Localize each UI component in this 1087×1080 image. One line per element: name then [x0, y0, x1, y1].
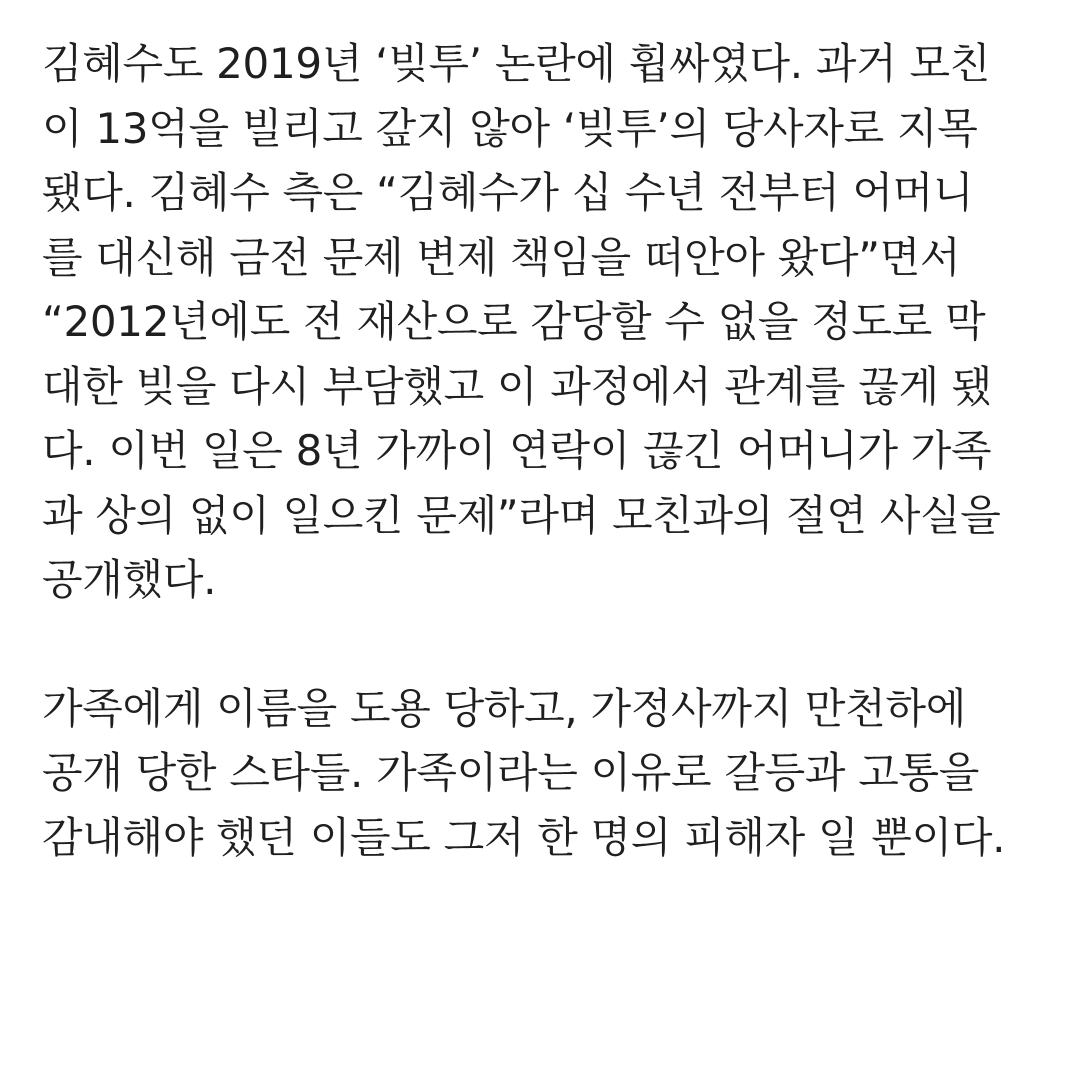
text-line: 공개했다.	[42, 555, 217, 604]
text-line: 가족에게 이름을 도용 당하고, 가정사까지 만천하에	[42, 683, 967, 733]
text-line: 됐다. 김혜수 측은 “김혜수가 십 수년 전부터 어머니	[42, 168, 974, 217]
text-line: 과 상의 없이 일으킨 문제”라며 모친과의 절연 사실을	[42, 490, 1001, 540]
article-body	[42, 32, 1052, 870]
text-line: 이 13억을 빌리고 갚지 않아 ‘빚투’의 당사자로 지목	[42, 103, 978, 153]
paragraph-1	[42, 32, 1052, 613]
text-line: “2012년에도 전 재산으로 감당할 수 없을 정도로 막	[42, 297, 986, 346]
text-line: 를 대신해 금전 문제 변제 책임을 떠안아 왔다”면서	[42, 232, 961, 282]
text-line: 공개 당한 스타들. 가족이라는 이유로 갈등과 고통을	[42, 748, 980, 797]
text-line: 김혜수도 2019년 ‘빚투’ 논란에 휩싸였다. 과거 모친	[42, 39, 991, 88]
text-line: 다. 이번 일은 8년 가까이 연락이 끊긴 어머니가 가족	[42, 426, 992, 475]
text-line: 감내해야 했던 이들도 그저 한 명의 피해자 일 뿐이다.	[42, 812, 1006, 862]
text-line: 대한 빚을 다시 부담했고 이 과정에서 관계를 끊게 됐	[42, 361, 993, 411]
paragraph-2	[42, 677, 1052, 871]
